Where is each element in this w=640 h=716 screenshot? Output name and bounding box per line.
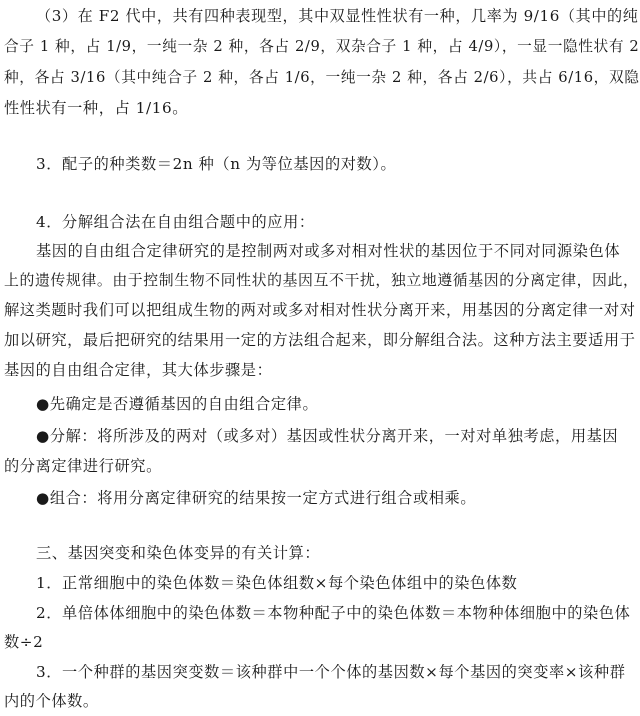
f2-line-2: 合子 1 种，占 1/9，一纯一杂 2 种，各占 2/9，双杂合子 1 种，占 4/9），一显一隐性状有 2 — [4, 38, 640, 55]
decomposition-paragraph-line-1: 基因的自由组合定律研究的是控制两对或多对相对性状的基因位于不同对同源染色体 — [36, 242, 621, 260]
decomposition-heading: 4．分解组合法在自由组合题中的应用： — [36, 213, 315, 231]
f2-line-1: （3）在 F2 代中，共有四种表现型，其中双显性性状有一种，几率为 9/16（其中的纯 — [36, 7, 639, 25]
mutation-item-1: 1．正常细胞中的染色体数＝染色体组数×每个染色体组中的染色体数 — [36, 574, 518, 592]
mutation-item-2-cont: 数÷2 — [4, 633, 44, 651]
mutation-heading: 三、基因突变和染色体变异的有关计算： — [36, 544, 321, 562]
decomposition-paragraph-line-4: 加以研究，最后把研究的结果用一定的方法组合起来，即分解组合法。这种方法主要适用于 — [4, 331, 636, 349]
gamete-types-line: 3．配子的种类数＝2n 种（n 为等位基因的对数）。 — [36, 155, 397, 173]
bullet-step-decompose: ●分解：将所涉及的两对（或多对）基因或性状分离开来，一对对单独考虑，用基因 — [36, 427, 619, 445]
bullet-step-confirm: ●先确定是否遵循基因的自由组合定律。 — [36, 395, 319, 413]
f2-line-4: 性性状有一种，占 1/16。 — [4, 99, 189, 117]
mutation-item-3-cont: 内的个体数。 — [4, 692, 99, 710]
bullet-step-combine: ●组合：将用分离定律研究的结果按一定方式进行组合或相乘。 — [36, 489, 477, 507]
mutation-item-3: 3．一个种群的基因突变数＝该种群中一个个体的基因数×每个基因的突变率×该种群 — [36, 663, 626, 681]
bullet-step-decompose-cont: 的分离定律进行研究。 — [4, 457, 162, 475]
f2-line-3: 种，各占 3/16（其中纯合子 2 种，各占 1/6，一纯一杂 2 种，各占 2/6），共占 6/16，双隐 — [4, 69, 640, 86]
decomposition-paragraph-line-2: 上的遗传规律。由于控制生物不同性状的基因互不干扰，独立地遵循基因的分离定律，因此， — [4, 271, 639, 289]
decomposition-paragraph-line-3: 解这类题时我们可以把组成生物的两对或多对相对性状分离开来，用基因的分离定律一对对 — [4, 301, 636, 319]
decomposition-paragraph-line-5: 基因的自由组合定律，其大体步骤是： — [4, 361, 273, 379]
mutation-item-2: 2．单倍体体细胞中的染色体数＝本物种配子中的染色体数＝本物种体细胞中的染色体 — [36, 604, 631, 622]
